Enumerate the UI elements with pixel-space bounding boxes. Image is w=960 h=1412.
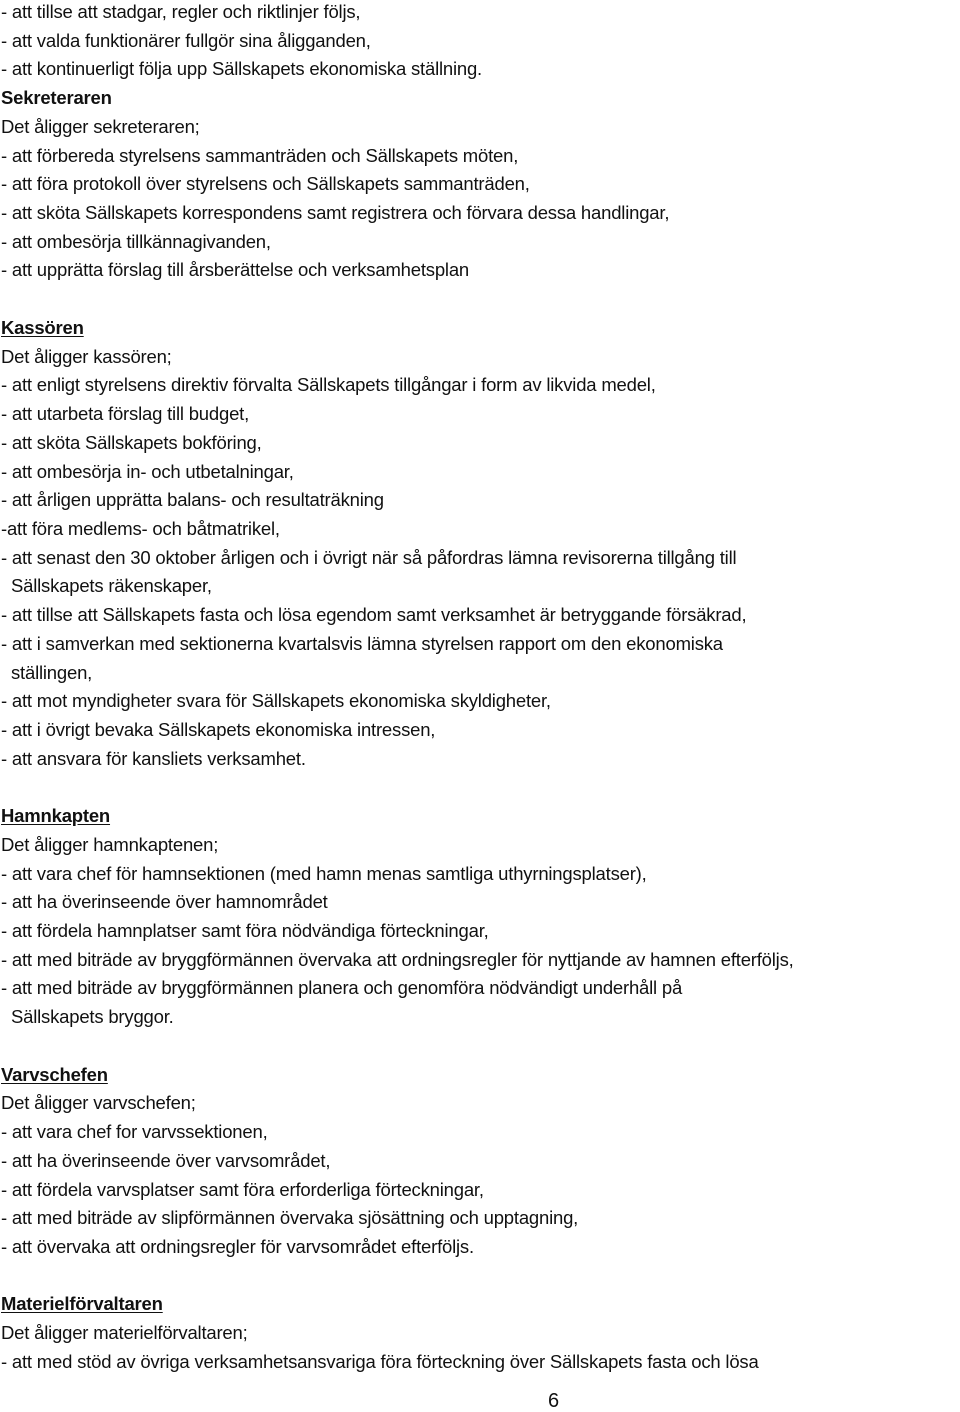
section-heading: Kassören xyxy=(1,316,84,338)
text-line: - att föra protokoll över styrelsens och Sällskapets sammanträden, xyxy=(1,173,530,195)
section-heading: Hamnkapten xyxy=(1,805,111,827)
text-line: - att årligen upprätta balans- och resultaträkning xyxy=(1,489,384,511)
section-heading: Varvschefen xyxy=(1,1063,108,1085)
text-line: Det åligger sekreteraren; xyxy=(1,115,200,137)
text-line: - att ha överinseende över hamnområdet xyxy=(1,891,328,913)
text-line: - att ansvara för kansliets verksamhet. xyxy=(1,747,306,769)
text-line: - att ha överinseende över varvsområdet, xyxy=(1,1149,331,1171)
page-number: 6 xyxy=(547,1390,560,1412)
text-line: -att föra medlems- och båtmatrikel, xyxy=(1,517,280,539)
text-line: - att förbereda styrelsens sammanträden och Sällskapets möten, xyxy=(1,144,519,166)
text-line: - att upprätta förslag till årsberättelse och verksamhetsplan xyxy=(1,259,470,281)
text-line: - att ombesörja in- och utbetalningar, xyxy=(1,460,294,482)
text-line: - att tillse att stadgar, regler och riktlinjer följs, xyxy=(1,1,361,22)
text-line: - att med biträde av bryggförmännen övervaka att ordningsregler för nyttjande av hamnen efterföljs, xyxy=(1,948,794,970)
text-line-continuation: Sällskapets bryggor. xyxy=(11,1006,174,1028)
text-line: - att mot myndigheter svara för Sällskapets ekonomiska skyldigheter, xyxy=(1,690,551,712)
text-line: - att enligt styrelsens direktiv förvalta Sällskapets tillgångar i form av likvida medel, xyxy=(1,374,656,396)
text-line: Det åligger varvschefen; xyxy=(1,1092,196,1114)
text-line-continuation: ställingen, xyxy=(11,661,93,683)
text-line: - att tillse att Sällskapets fasta och lösa egendom samt verksamhet är betryggande försäkrad, xyxy=(1,604,747,626)
text-line: - att senast den 30 oktober årligen och i övrigt när så påfordras lämna revisorerna tillgång till xyxy=(1,546,737,568)
text-line: - att sköta Sällskapets bokföring, xyxy=(1,431,262,453)
text-line: - att utarbeta förslag till budget, xyxy=(1,403,250,425)
text-line: - att vara chef för hamnsektionen (med hamn menas samtliga uthyrningsplatser), xyxy=(1,862,647,884)
text-line: Det åligger materielförvaltaren; xyxy=(1,1322,248,1344)
text-line: - att fördela varvsplatser samt föra erforderliga förteckningar, xyxy=(1,1178,484,1200)
text-line: Det åligger kassören; xyxy=(1,345,172,367)
section-heading: Sekreteraren xyxy=(1,87,112,109)
text-line: - att vara chef for varvssektionen, xyxy=(1,1121,268,1143)
text-line: Det åligger hamnkaptenen; xyxy=(1,833,219,855)
text-line: - att i samverkan med sektionerna kvartalsvis lämna styrelsen rapport om den ekonomiska xyxy=(1,632,723,654)
text-line: - att övervaka att ordningsregler för varvsområdet efterföljs. xyxy=(1,1235,474,1257)
text-line: - att kontinuerligt följa upp Sällskapets ekonomiska ställning. xyxy=(1,58,483,80)
text-line: - att fördela hamnplatser samt föra nödvändiga förteckningar, xyxy=(1,920,489,942)
section-heading: Materielförvaltaren xyxy=(1,1293,163,1315)
text-line: - att ombesörja tillkännagivanden, xyxy=(1,230,271,252)
text-line: - att i övrigt bevaka Sällskapets ekonomiska intressen, xyxy=(1,719,436,740)
text-line: - att med biträde av bryggförmännen planera och genomföra nödvändigt underhåll på xyxy=(1,977,683,999)
text-line: - att valda funktionärer fullgör sina åligganden, xyxy=(1,29,371,51)
text-line-continuation: Sällskapets räkenskaper, xyxy=(11,575,212,597)
text-line: - att med biträde av slipförmännen övervaka sjösättning och upptagning, xyxy=(1,1207,579,1229)
text-line: - att med stöd av övriga verksamhetsansvariga föra förteckning över Sällskapets fasta och lösa xyxy=(1,1350,759,1372)
text-line: - att sköta Sällskapets korrespondens samt registrera och förvara dessa handlingar, xyxy=(1,202,670,224)
